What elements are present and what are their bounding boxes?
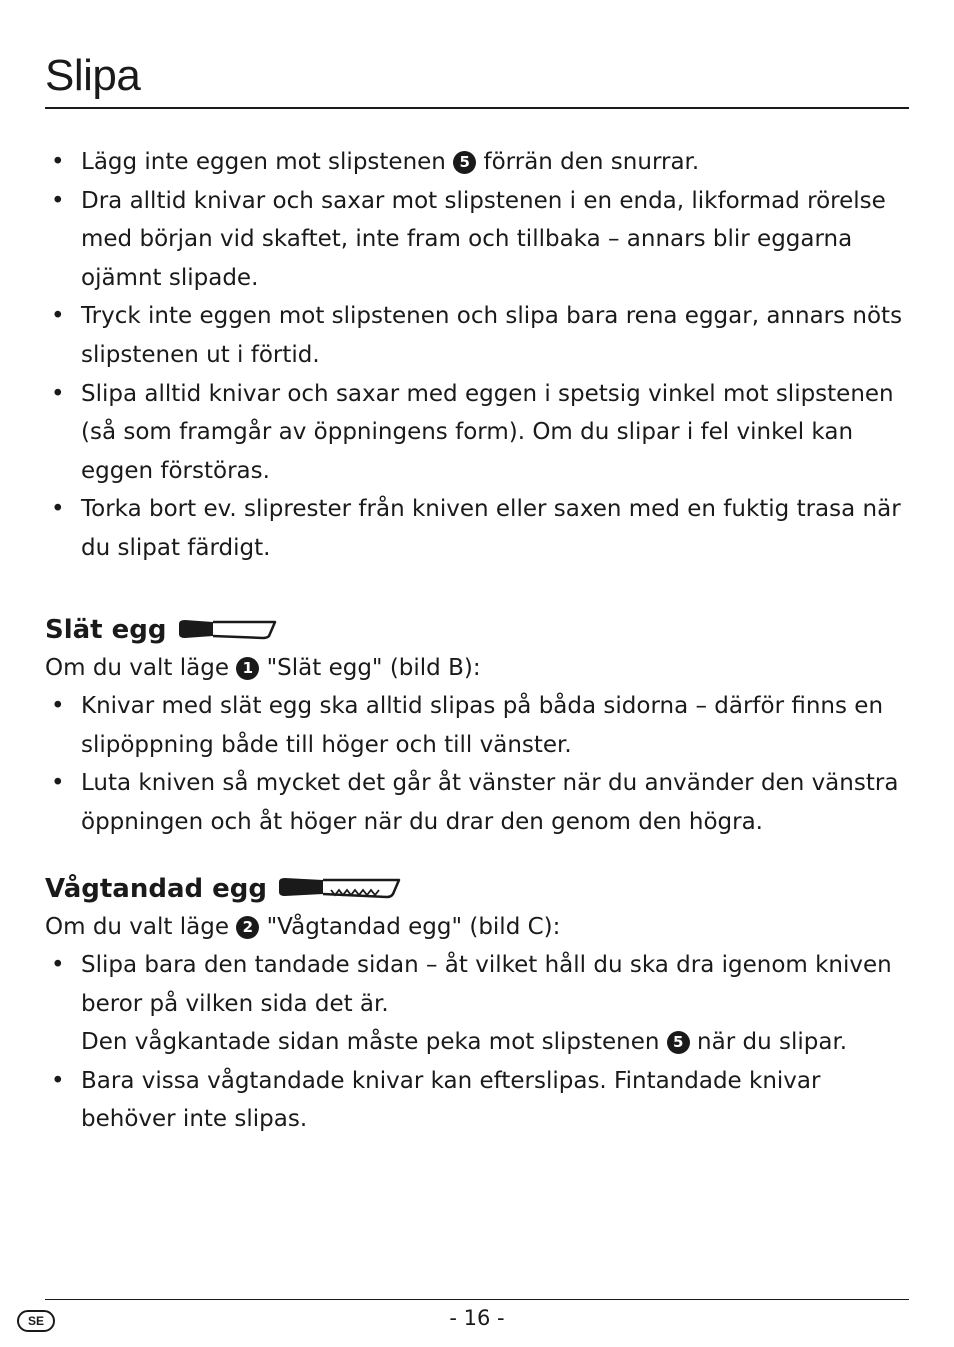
bullet-continuation-b: när du slipar. bbox=[689, 1029, 848, 1056]
bullet-text: Slipa bara den tandade sidan – åt vilket håll du ska dra igenom kniven beror på vilken sida det är. bbox=[81, 952, 892, 1017]
serrated-blade-icon bbox=[277, 876, 403, 902]
bullet-dot: • bbox=[51, 770, 65, 797]
list-item bbox=[45, 297, 911, 374]
list-item bbox=[45, 490, 911, 567]
bullet-text-b: förrän den snurrar. bbox=[476, 149, 700, 175]
footer-divider bbox=[45, 1299, 909, 1300]
bullet-dot: • bbox=[51, 952, 65, 979]
list-item bbox=[45, 687, 911, 764]
smooth-edge-lead bbox=[45, 649, 911, 688]
bullet-dot: • bbox=[51, 187, 65, 214]
list-item bbox=[45, 1062, 911, 1139]
mode-number-badge: 1 bbox=[236, 657, 259, 680]
serrated-edge-lead bbox=[45, 908, 911, 947]
list-item bbox=[45, 946, 911, 1062]
bullet-text: Dra alltid knivar och saxar mot slipstenen i en enda, likformad rörelse med början vid skaftet, inte fram och tillbaka – annars blir eggarna ojämnt slipade. bbox=[81, 187, 886, 291]
lead-text-b: "Vågtandad egg" (bild C): bbox=[259, 913, 561, 940]
list-item bbox=[45, 375, 911, 491]
lead-text-b: "Slät egg" (bild B): bbox=[259, 654, 481, 681]
lead-text-a: Om du valt läge bbox=[45, 654, 237, 681]
mode-number-badge: 2 bbox=[236, 916, 259, 939]
language-badge: SE bbox=[17, 1310, 55, 1332]
list-item bbox=[45, 182, 911, 298]
intro-list bbox=[45, 143, 911, 568]
serrated-edge-heading-text: Vågtandad egg bbox=[45, 873, 268, 904]
smooth-edge-list bbox=[45, 687, 911, 841]
bullet-continuation-a: Den vågkantade sidan måste peka mot slipstenen bbox=[81, 1029, 667, 1056]
main-content bbox=[45, 143, 911, 1139]
bullet-dot: • bbox=[51, 149, 65, 175]
smooth-edge-heading bbox=[45, 611, 911, 649]
bullet-text: Torka bort ev. sliprester från kniven eller saxen med en fuktig trasa när du slipat färdigt. bbox=[81, 496, 901, 561]
bullet-text: Bara vissa vågtandade knivar kan efterslipas. Fintandade knivar behöver inte slipas. bbox=[81, 1067, 821, 1133]
page-number: - 16 - bbox=[449, 1306, 505, 1330]
smooth-edge-heading-text: Slät egg bbox=[45, 614, 167, 645]
lead-text-a: Om du valt läge bbox=[45, 913, 237, 940]
bullet-dot: • bbox=[51, 496, 65, 523]
list-item bbox=[45, 143, 911, 182]
bullet-text-a: Lägg inte eggen mot slipstenen bbox=[81, 149, 454, 175]
bullet-text: Luta kniven så mycket det går åt vänster när du använder den vänstra öppningen och åt höger när du drar den genom den högra. bbox=[81, 770, 899, 835]
bullet-dot: • bbox=[51, 303, 65, 330]
serrated-edge-list bbox=[45, 946, 911, 1139]
bullet-dot: • bbox=[51, 1067, 65, 1094]
bullet-text: Tryck inte eggen mot slipstenen och slipa bara rena eggar, annars nöts slipstenen ut i förtid. bbox=[81, 303, 903, 368]
smooth-blade-icon bbox=[177, 618, 277, 642]
bullet-text: Slipa alltid knivar och saxar med eggen i spetsig vinkel mot slipstenen (så som framgår av öppningens form). Om du slipar i fel vinkel kan eggen förstöras. bbox=[81, 380, 894, 484]
serrated-edge-heading bbox=[45, 870, 911, 908]
title-divider bbox=[45, 107, 909, 109]
bullet-dot: • bbox=[51, 693, 65, 720]
bullet-dot: • bbox=[51, 380, 65, 407]
part-number-badge: 5 bbox=[667, 1031, 690, 1054]
bullet-text: Knivar med slät egg ska alltid slipas på båda sidorna – därför finns en slipöppning både till höger och till vänster. bbox=[81, 693, 884, 758]
part-number-badge: 5 bbox=[453, 151, 476, 174]
page-title: Slipa bbox=[45, 51, 141, 100]
list-item bbox=[45, 764, 911, 841]
